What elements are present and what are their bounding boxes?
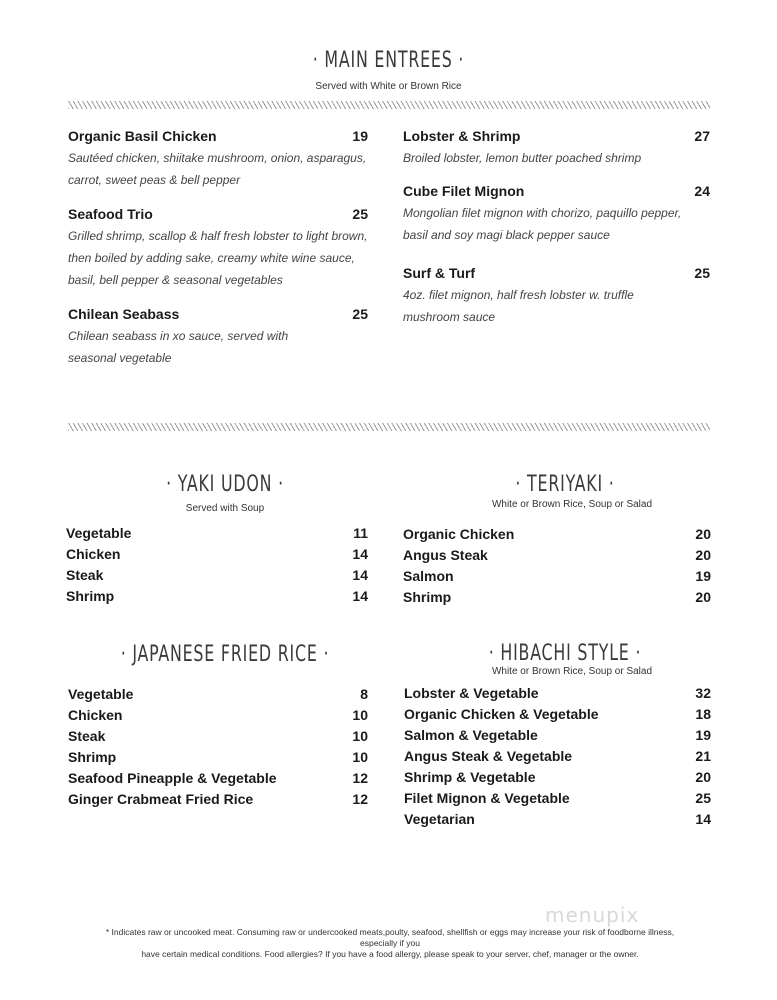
entree-item bbox=[68, 306, 368, 376]
list-item: Shrimp 20 bbox=[403, 589, 711, 605]
list-item: Lobster & Vegetable 32 bbox=[404, 685, 711, 701]
list-item: Organic Chicken & Vegetable 18 bbox=[404, 706, 711, 722]
list-item: Filet Mignon & Vegetable 25 bbox=[404, 790, 711, 806]
watermark-logo: menupix bbox=[545, 903, 640, 927]
main-entrees-subtitle: Served with White or Brown Rice bbox=[315, 81, 462, 92]
list-item: Steak 10 bbox=[68, 728, 368, 744]
item-price: 25 bbox=[694, 265, 710, 281]
list-item: Shrimp & Vegetable 20 bbox=[404, 769, 711, 785]
item-description: 4oz. filet mignon, half fresh lobster w. truffle mushroom sauce bbox=[403, 288, 634, 324]
list-item: Steak 14 bbox=[66, 567, 368, 583]
yaki-udon-title: · YAKI UDON · bbox=[166, 472, 284, 497]
item-price: 24 bbox=[694, 183, 710, 199]
yaki-udon-subtitle: Served with Soup bbox=[185, 503, 265, 514]
item-price: 25 bbox=[352, 306, 368, 322]
list-item: Angus Steak & Vegetable 21 bbox=[404, 748, 711, 764]
list-item: Chicken 10 bbox=[68, 707, 368, 723]
list-item: Ginger Crabmeat Fried Rice 12 bbox=[68, 791, 368, 807]
item-price: 27 bbox=[694, 128, 710, 144]
list-item: Seafood Pineapple & Vegetable 12 bbox=[68, 770, 368, 786]
item-description: Broiled lobster, lemon butter poached shrimp bbox=[403, 151, 642, 165]
item-name: Chilean Seabass bbox=[68, 306, 180, 322]
list-item: Shrimp 10 bbox=[68, 749, 368, 765]
item-name: Lobster & Shrimp bbox=[403, 128, 521, 144]
divider-top bbox=[68, 101, 710, 109]
teriyaki-subtitle: White or Brown Rice, Soup or Salad bbox=[491, 499, 653, 510]
list-item: Vegetable 8 bbox=[68, 686, 368, 702]
item-description: Sautéed chicken, shiitake mushroom, onion, asparagus, carrot, sweet peas & bell pepper bbox=[68, 151, 367, 187]
list-item: Angus Steak 20 bbox=[403, 547, 711, 563]
entree-item bbox=[403, 128, 710, 178]
footer-disclaimer: * Indicates raw or uncooked meat. Consuming raw or undercooked meats,poulty, seafood, shellfish or eggs may increase your risk of foodborne illness, especially if you have certain medical conditions. Food allergies? If you have a food allergy, please speak to your server, chef, manager or the owner. bbox=[105, 927, 675, 959]
entree-item bbox=[68, 206, 368, 296]
item-description: Grilled shrimp, scallop & half fresh lobster to light brown, then boiled by adding sake, creamy white wine sauce, basil, bell pepper & seasonal vegetables bbox=[68, 229, 368, 287]
item-description: Chilean seabass in xo sauce, served with seasonal vegetable bbox=[68, 329, 289, 365]
entree-item bbox=[403, 183, 710, 253]
divider-middle bbox=[68, 423, 710, 431]
main-entrees-title: · MAIN ENTREES · bbox=[312, 48, 465, 73]
entree-item bbox=[403, 265, 710, 335]
teriyaki-title: · TERIYAKI · bbox=[515, 472, 615, 497]
list-item: Salmon 19 bbox=[403, 568, 711, 584]
entree-item bbox=[68, 128, 368, 198]
hibachi-subtitle: White or Brown Rice, Soup or Salad bbox=[491, 666, 653, 677]
fried-rice-title: · JAPANESE FRIED RICE · bbox=[120, 642, 330, 667]
item-price: 25 bbox=[352, 206, 368, 222]
item-name: Organic Basil Chicken bbox=[68, 128, 217, 144]
item-name: Surf & Turf bbox=[403, 265, 476, 281]
item-name: Cube Filet Mignon bbox=[403, 183, 525, 199]
list-item: Vegetarian 14 bbox=[404, 811, 711, 827]
list-item: Shrimp 14 bbox=[66, 588, 368, 604]
item-price: 19 bbox=[352, 128, 368, 144]
item-description: Mongolian filet mignon with chorizo, paquillo pepper, basil and soy magi black pepper sauce bbox=[403, 206, 682, 242]
list-item: Organic Chicken 20 bbox=[403, 526, 711, 542]
item-name: Seafood Trio bbox=[68, 206, 153, 222]
list-item: Salmon & Vegetable 19 bbox=[404, 727, 711, 743]
hibachi-title: · HIBACHI STYLE · bbox=[488, 641, 642, 666]
list-item: Vegetable 11 bbox=[66, 525, 368, 541]
list-item: Chicken 14 bbox=[66, 546, 368, 562]
